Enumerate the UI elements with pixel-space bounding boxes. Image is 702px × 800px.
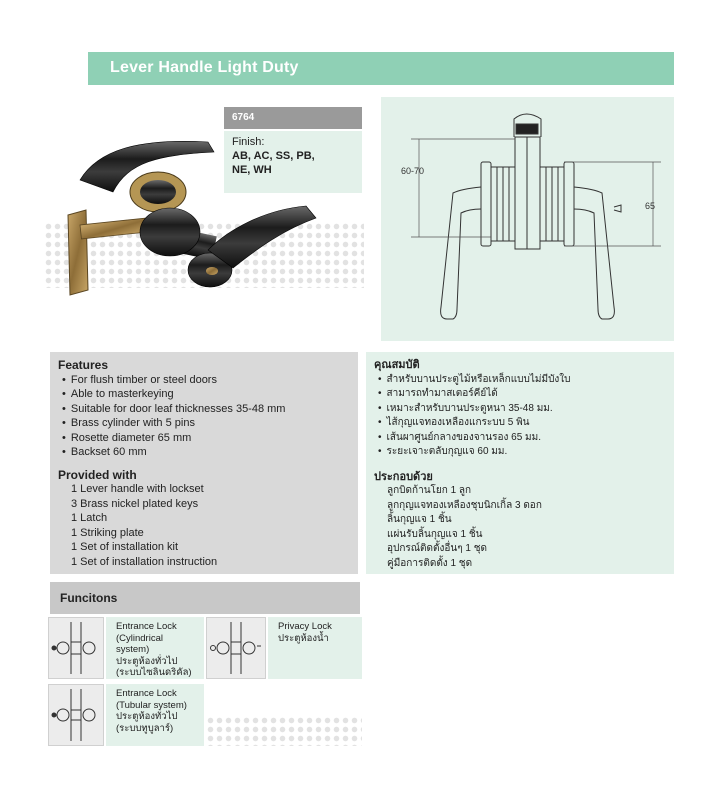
privacy-lock-text [268,617,362,679]
feature-item: • Backset 60 mm [58,445,350,460]
thai-provided-heading: ประกอบด้วย [374,470,433,483]
features-panel [50,352,358,574]
dimension-right-label: 65 [645,201,656,211]
feature-item: • Able to masterkeying [58,387,350,402]
thai-provided-item: ลูกบิดก้านโยก 1 ลูก [387,485,472,496]
thai-features-panel [366,352,674,574]
privacy-lock-diagram [206,617,266,679]
provided-item: 1 Set of installation kit [71,541,179,553]
entrance-cylindrical-icon [49,618,103,678]
finish-label: Finish: [232,136,265,148]
provided-item: 3 Brass nickel plated keys [71,497,199,510]
finish-values-line2: NE, WH [232,164,272,176]
entrance-cylindrical-diagram [48,617,104,679]
thai-provided-list [374,484,666,571]
page-title: Lever Handle Light Duty [110,59,299,76]
thai-features-heading: คุณสมบัติ [374,359,420,371]
finish-values-line1: AB, AC, SS, PB, [232,150,315,162]
entrance-tub-system: (Tubular system) [116,699,187,711]
feature-item: • Brass cylinder with 5 pins [58,416,350,431]
thai-provided-item: ลิ้นกุญแจ 1 ชิ้น [387,514,452,525]
thai-feature-item: • เส้นผาศูนย์กลางของจานรอง 65 มม. [374,431,666,446]
thai-feature-item: • สำหรับบานประตูไม้หรือเหล็กแบบไม่มีบังใบ [374,373,666,388]
functions-heading: Funcitons [50,582,360,614]
features-heading: Features [58,358,109,372]
thai-features-list [374,373,666,460]
thai-provided-item: แผ่นรับลิ้นกุญแจ 1 ชิ้น [387,528,483,540]
entrance-cyl-thai-system: (ระบบไซลินดริคัล) [116,667,192,678]
provided-item: 1 Latch [71,512,108,524]
feature-item: • Rosette diameter 65 mm [58,431,350,446]
feature-item: • Suitable for door leaf thicknesses 35-48 mm [58,402,350,417]
provided-list [58,482,350,569]
entrance-cyl-system: (Cylindrical system) [116,632,163,655]
provided-heading: Provided with [58,467,137,482]
features-list [58,373,350,460]
finish-box [224,131,362,193]
thai-provided-item: ลูกกุญแจทองเหลืองชุบนิกเกิ้ล 3 ดอก [387,499,542,511]
thai-feature-item: • สามารถทำมาสเตอร์คีย์ได้ [374,387,666,402]
privacy-thai: ประตูห้องน้ำ [278,632,329,644]
provided-item: 1 Lever handle with lockset [71,483,204,495]
product-code: 6764 [224,107,362,129]
entrance-tubular-text [106,684,204,746]
title-bar [88,52,674,85]
thai-feature-item: • ไส้กุญแจทองเหลืองแกระบบ 5 พิน [374,416,666,431]
thai-feature-item: • ระยะเจาะตลับกุญแจ 60 มม. [374,445,666,460]
provided-item: 1 Striking plate [71,526,144,539]
privacy-lock-icon [207,618,265,678]
technical-drawing [381,97,674,341]
entrance-cylindrical-text [106,617,204,679]
privacy-title: Privacy Lock [278,621,332,632]
entrance-cyl-title: Entrance Lock [116,621,177,632]
dimension-height-label: 60-70 [401,166,425,176]
thai-provided-item: คู่มือการติดตั้ง 1 ชุด [387,557,473,569]
technical-drawing-panel [381,97,674,341]
entrance-tub-thai: ประตูห้องทั่วไป [116,711,178,722]
thai-feature-item: • เหมาะสำหรับบานประตูหนา 35-48 มม. [374,402,666,417]
dot-pattern-bottom [206,716,362,746]
entrance-cyl-thai: ประตูห้องทั่วไป [116,655,178,667]
feature-item: • For flush timber or steel doors [58,373,350,388]
thai-provided-item: อุปกรณ์ติดตั้งอื่นๆ 1 ชุด [387,543,488,554]
entrance-tub-title: Entrance Lock [116,688,177,699]
entrance-tubular-icon [49,685,103,745]
entrance-tubular-diagram [48,684,104,746]
entrance-tub-thai-system: (ระบบทูบูลาร์) [116,722,174,734]
provided-item: 1 Set of installation instruction [71,555,218,568]
